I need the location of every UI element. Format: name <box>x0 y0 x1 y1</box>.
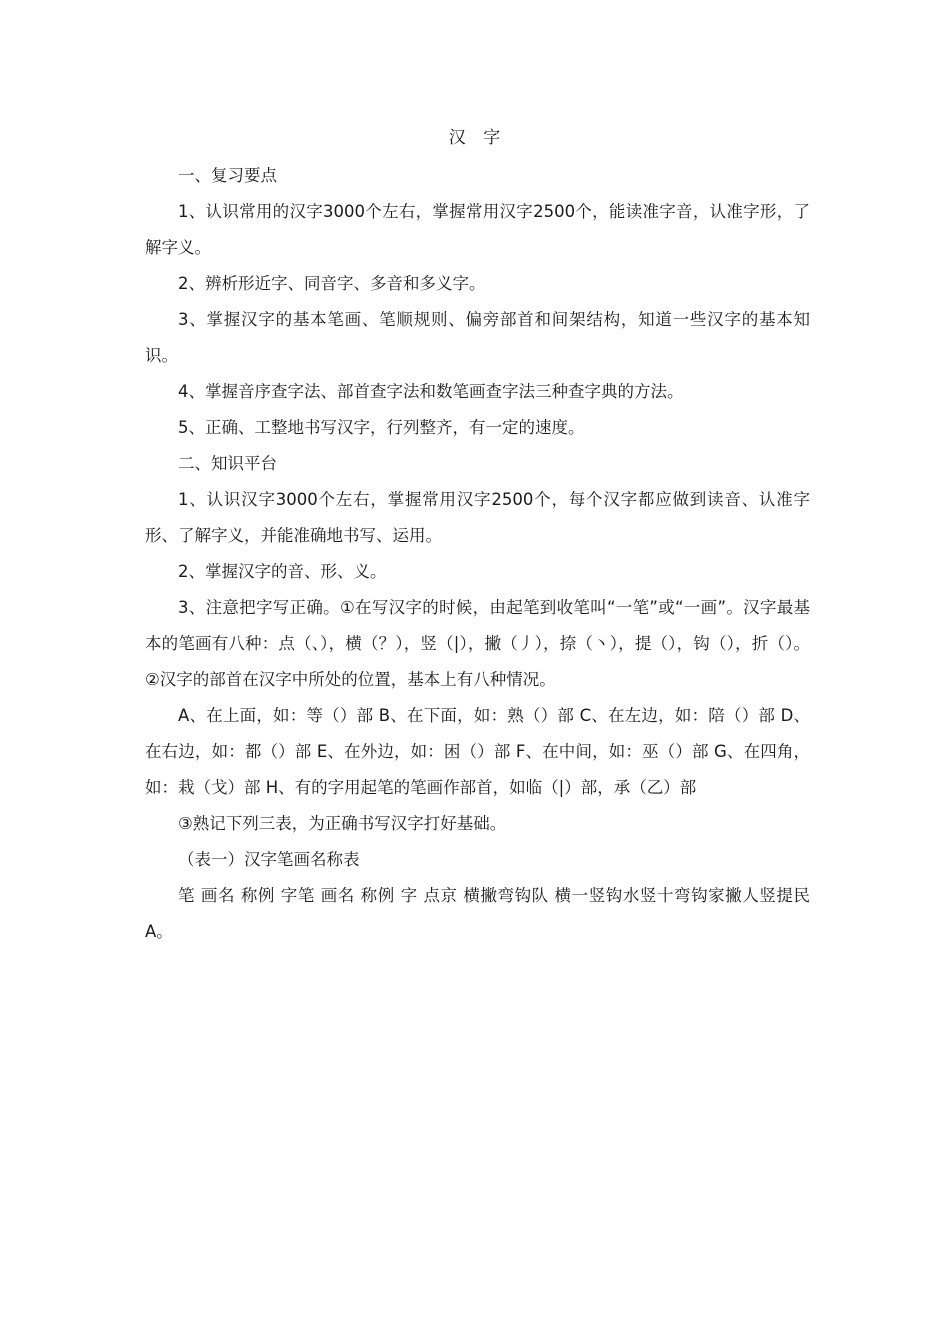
paragraph: A、在上面，如：等（）部 B、在下面，如：熟（）部 C、在左边，如：陪（）部 D、在右边，如：都（）部 E、在外边，如：困（）部 F、在中间，如：巫（）部 G、在四角，如：栽（戈）部 H、有的字用起笔的笔画作部首，如临（|）部，承（乙）部 <box>145 706 810 797</box>
paragraph: 5、正确、工整地书写汉字，行列整齐，有一定的速度。 <box>178 418 585 437</box>
section-heading-knowledge: 二、知识平台 <box>178 454 277 473</box>
paragraph: 1、认识常用的汉字3000个左右，掌握常用汉字2500个，能读准字音，认准字形，了解字义。 <box>145 202 810 257</box>
paragraph: ③熟记下列三表，为正确书写汉字打好基础。 <box>178 814 507 833</box>
paragraph: 1、认识汉字3000个左右，掌握常用汉字2500个，每个汉字都应做到读音、认准字形、了解字义，并能准确地书写、运用。 <box>145 490 810 545</box>
paragraph: 3、注意把字写正确。①在写汉字的时候，由起笔到收笔叫“一笔”或“一画”。汉字最基本的笔画有八种：点（、），横（？），竖（|），撇（丿），捺（丶），提（），钩（），折（）。②汉字的部首在汉字中所处的位置，基本上有八种情况。 <box>145 598 810 689</box>
document-title: 汉 字 <box>448 128 507 148</box>
table-caption: （表一）汉字笔画名称表 <box>178 850 360 869</box>
document-body <box>145 120 810 950</box>
paragraph: 4、掌握音序查字法、部首查字法和数笔画查字法三种查字典的方法。 <box>178 382 684 401</box>
paragraph: 2、辨析形近字、同音字、多音和多义字。 <box>178 274 486 293</box>
paragraph: 笔 画名 称例 字笔 画名 称例 字 点京 横撇弯钩队 横一竖钩水竖十弯钩家撇人竖提民A。 <box>145 886 810 941</box>
paragraph: 3、掌握汉字的基本笔画、笔顺规则、偏旁部首和间架结构，知道一些汉字的基本知识。 <box>145 310 810 365</box>
section-heading-review: 一、复习要点 <box>178 166 277 185</box>
paragraph: 2、掌握汉字的音、形、义。 <box>178 562 387 581</box>
